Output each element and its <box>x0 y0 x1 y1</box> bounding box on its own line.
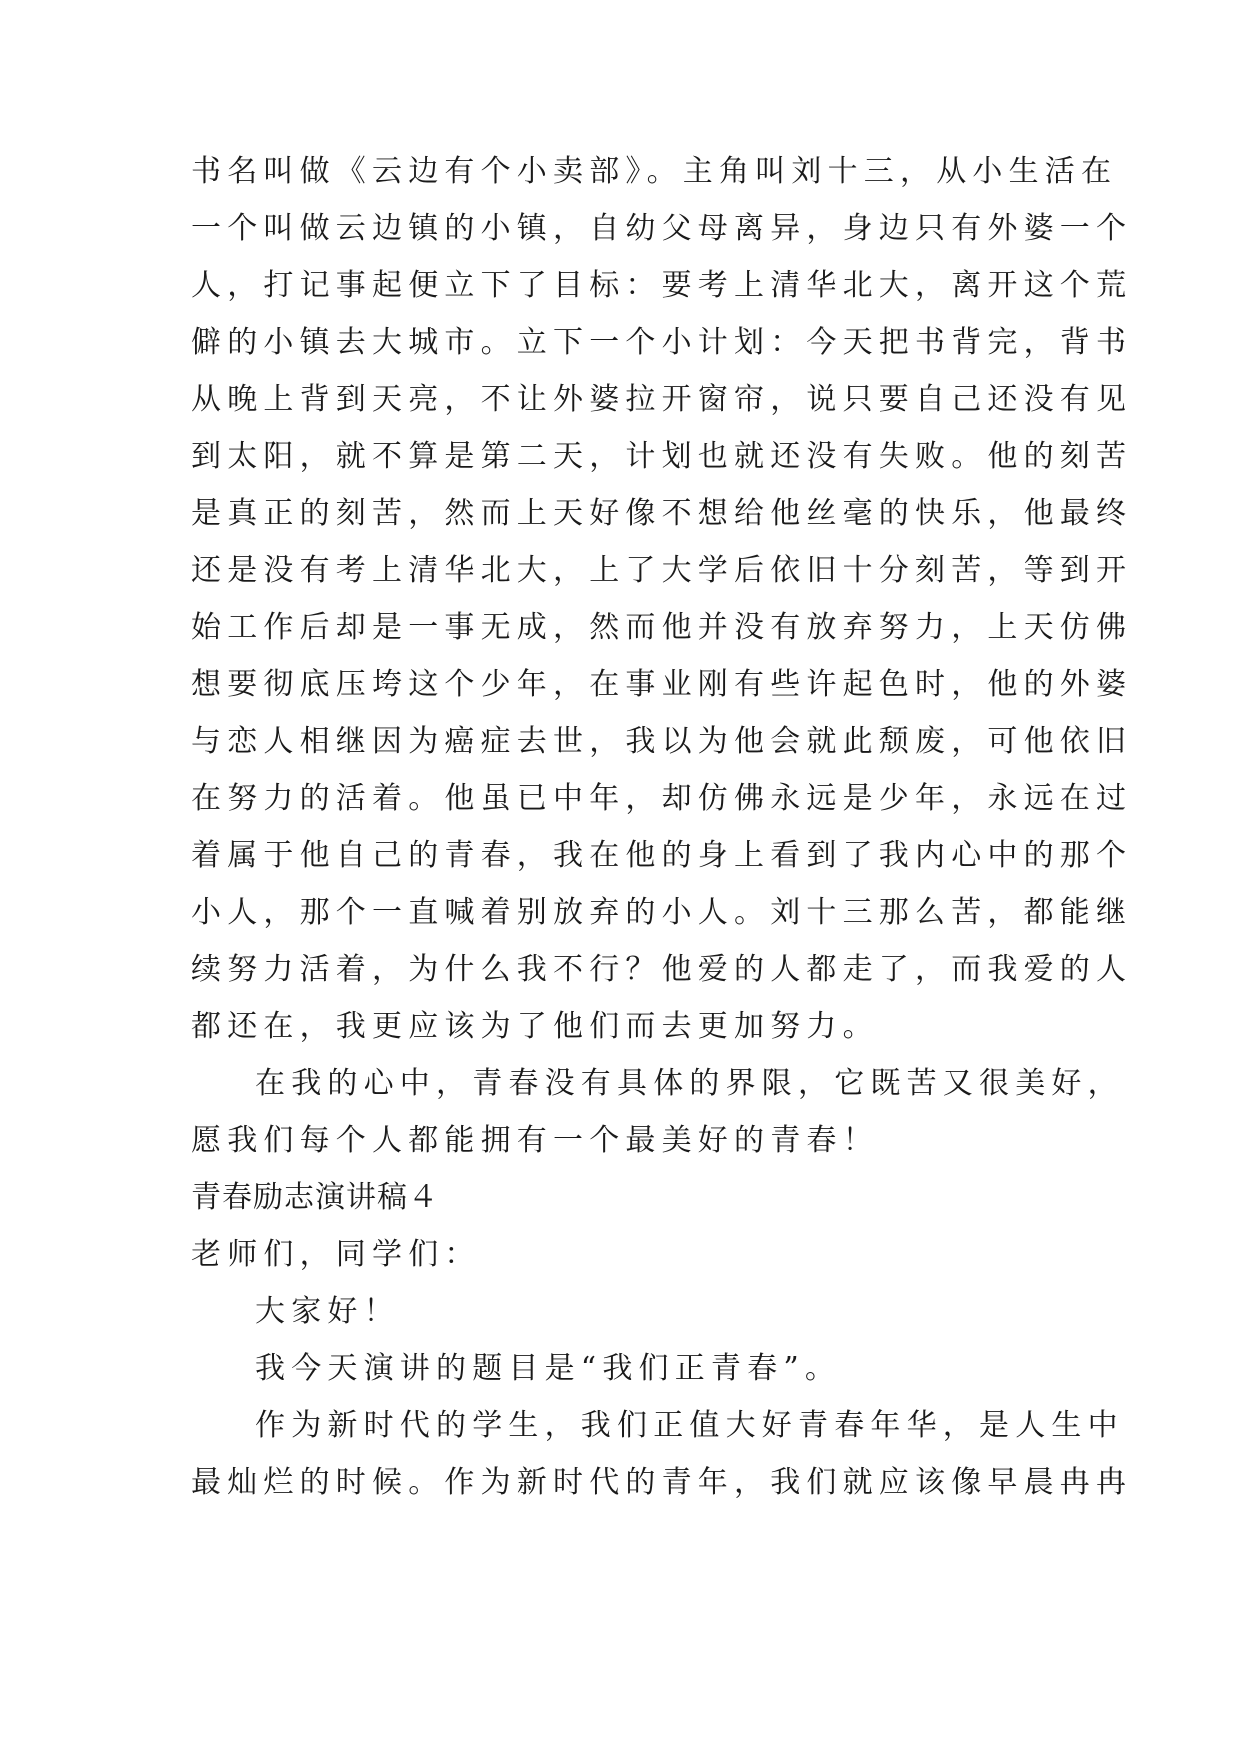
paragraph-line: 一个叫做云边镇的小镇，自幼父母离异，身边只有外婆一个 <box>191 211 1133 246</box>
paragraph-line: 是真正的刻苦，然而上天好像不想给他丝毫的快乐，他最终 <box>191 496 1133 531</box>
paragraph-line: 小人，那个一直喊着别放弃的小人。刘十三那么苦，都能继 <box>191 895 1133 930</box>
paragraph-line: 从晚上背到天亮，不让外婆拉开窗帘，说只要自己还没有见 <box>191 382 1133 417</box>
paragraph-line: 与恋人相继因为癌症去世，我以为他会就此颓废，可他依旧 <box>191 724 1133 759</box>
paragraph-line: 还是没有考上清华北大，上了大学后依旧十分刻苦，等到开 <box>191 553 1133 588</box>
paragraph-line: 到太阳，就不算是第二天，计划也就还没有失败。他的刻苦 <box>191 439 1133 474</box>
paragraph-line: 最灿烂的时候。作为新时代的青年，我们就应该像早晨冉冉 <box>191 1465 1133 1500</box>
section-title: 青春励志演讲稿４ <box>191 1180 439 1215</box>
paragraph-line: 僻的小镇去大城市。立下一个小计划：今天把书背完，背书 <box>191 325 1133 360</box>
paragraph-line: 在我的心中，青春没有具体的界限，它既苦又很美好， <box>255 1066 1124 1101</box>
topic-line: 我今天演讲的题目是“我们正青春”。 <box>255 1351 842 1386</box>
paragraph-line: 书名叫做《云边有个小卖部》。主角叫刘十三，从小生活在 <box>191 154 1118 189</box>
salutation: 老师们，同学们： <box>191 1237 481 1272</box>
paragraph-line: 人，打记事起便立下了目标：要考上清华北大，离开这个荒 <box>191 268 1133 303</box>
paragraph-line: 作为新时代的学生，我们正值大好青春年华，是人生中 <box>255 1408 1124 1443</box>
paragraph-line: 在努力的活着。他虽已中年，却仿佛永远是少年，永远在过 <box>191 781 1133 816</box>
greeting: 大家好！ <box>255 1294 400 1329</box>
paragraph-line: 续努力活着，为什么我不行？他爱的人都走了，而我爱的人 <box>191 952 1133 987</box>
paragraph-line: 始工作后却是一事无成，然而他并没有放弃努力，上天仿佛 <box>191 610 1133 645</box>
paragraph-line: 着属于他自己的青春，我在他的身上看到了我内心中的那个 <box>191 838 1133 873</box>
paragraph-line: 都还在，我更应该为了他们而去更加努力。 <box>191 1009 879 1044</box>
paragraph-line: 愿我们每个人都能拥有一个最美好的青春！ <box>191 1123 879 1158</box>
paragraph-line: 想要彻底压垮这个少年，在事业刚有些许起色时，他的外婆 <box>191 667 1133 702</box>
